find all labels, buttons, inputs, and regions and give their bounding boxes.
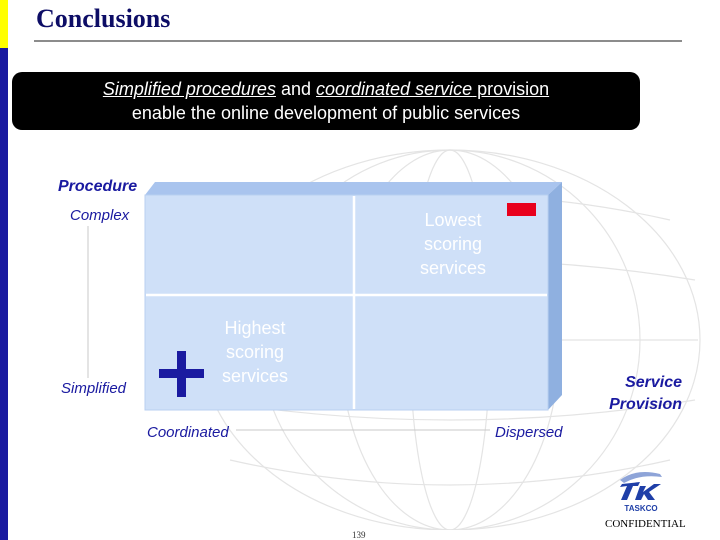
coordinated-label: Coordinated — [147, 424, 229, 441]
banner-emphasis-simplified: Simplified procedures — [102, 79, 276, 99]
highest-line-1: Highest — [224, 318, 286, 338]
banner-emphasis-coordinated: coordinated service — [316, 79, 473, 99]
lowest-line-3: services — [419, 258, 486, 278]
banner-text-provision: provision — [472, 79, 550, 99]
dispersed-label: Dispersed — [495, 424, 563, 441]
service-provision-axis-title — [596, 372, 682, 416]
plus-sign-icon-bar — [159, 369, 204, 378]
simplified-label: Simplified — [61, 380, 127, 397]
lowest-scoring-services-label — [402, 208, 504, 280]
highest-line-2: scoring — [225, 342, 285, 362]
highest-line-3: services — [221, 366, 288, 386]
matrix-top-edge — [145, 182, 562, 195]
minus-sign-icon — [507, 203, 536, 216]
matrix-right-edge — [548, 182, 562, 410]
confidential-footer: CONFIDENTIAL — [605, 518, 686, 530]
complex-label: Complex — [70, 207, 130, 224]
banner-text-and: and — [275, 79, 316, 99]
page-number: 139 — [352, 530, 366, 540]
highest-scoring-services-label — [204, 316, 306, 388]
slide-title: Conclusions — [36, 4, 171, 33]
service-provision-line-2: Provision — [609, 396, 682, 413]
banner-line-2: enable the online development of public services — [131, 103, 521, 123]
lowest-line-2: scoring — [423, 234, 483, 254]
procedure-axis-title: Procedure — [58, 178, 138, 195]
lowest-line-1: Lowest — [424, 210, 482, 230]
service-provision-line-1: Service — [625, 374, 682, 391]
logo-wordmark: TASKCO — [624, 504, 658, 513]
taskco-logo — [614, 466, 668, 514]
